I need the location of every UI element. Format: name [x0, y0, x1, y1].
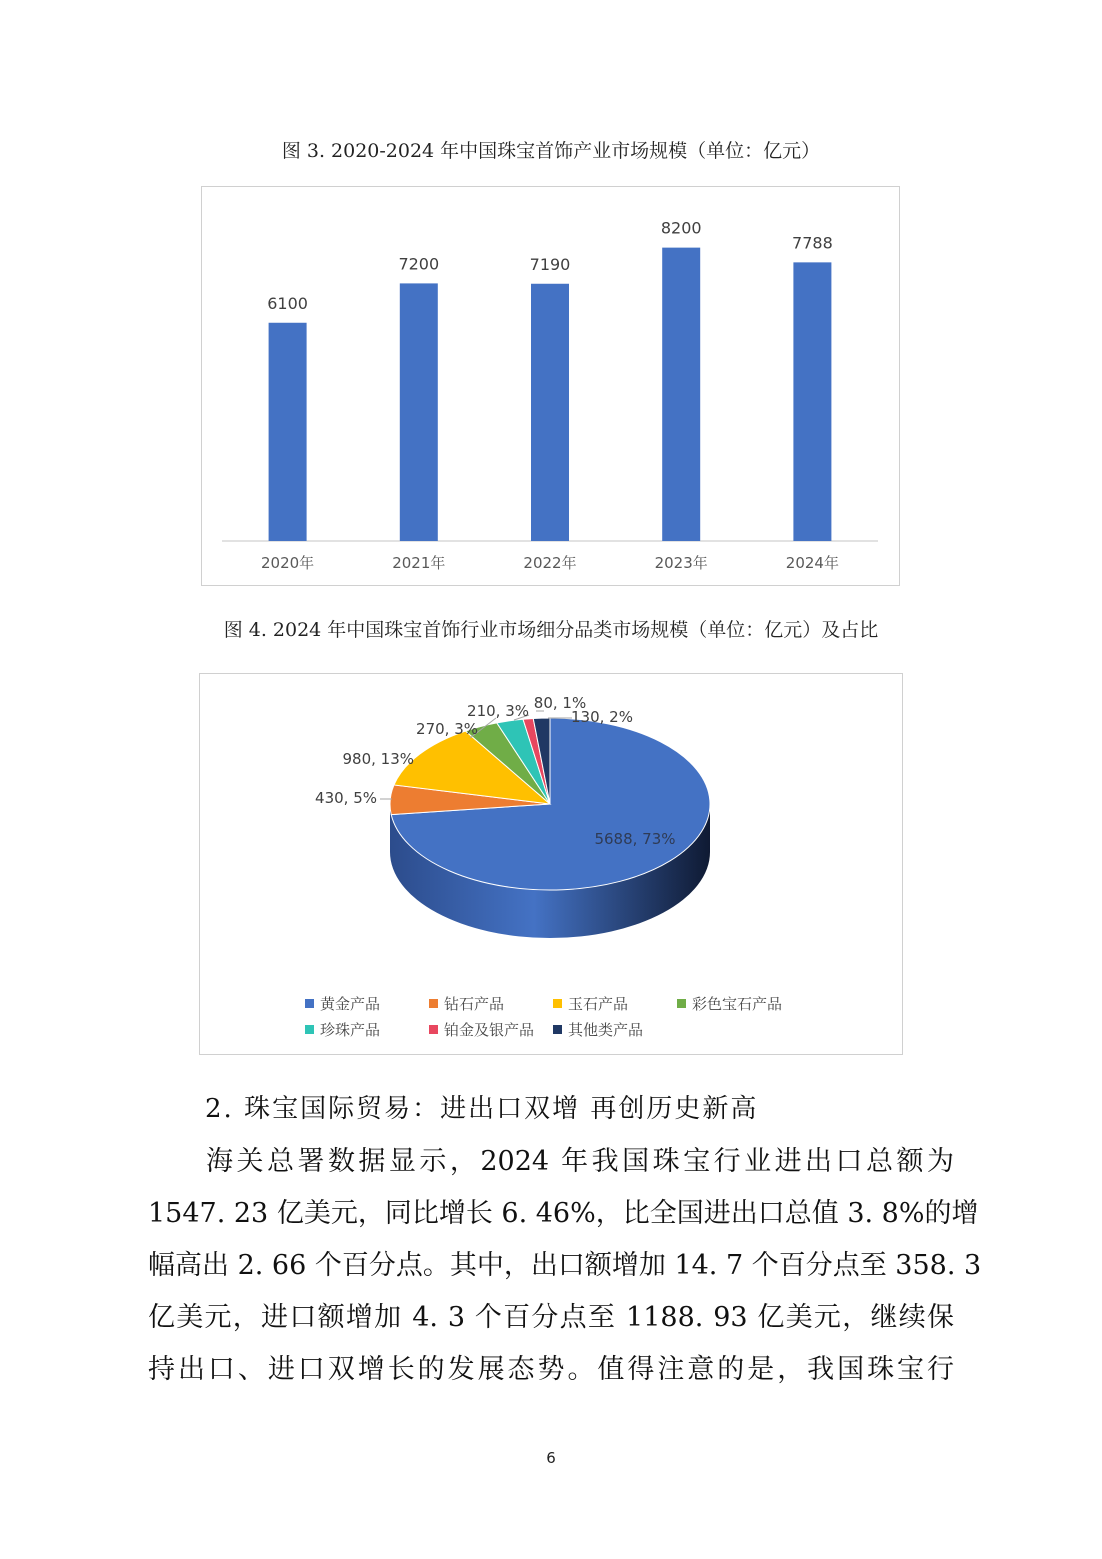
bar-data-label: 7788 [792, 233, 833, 253]
legend-swatch [429, 999, 438, 1008]
legend-item [553, 993, 677, 1014]
legend-item [305, 1019, 429, 1040]
legend-swatch [429, 1025, 438, 1034]
legend-item [677, 993, 801, 1014]
bar-chart [202, 187, 898, 584]
legend-swatch [553, 1025, 562, 1034]
paragraph-line: 海关总署数据显示，2024 年我国珠宝行业进出口总额为 [206, 1146, 954, 1177]
legend-item [553, 1019, 677, 1040]
legend-label: 黄金产品 [320, 994, 381, 1013]
figure-4-caption: 图 4. 2024 年中国珠宝首饰行业市场细分品类市场规模（单位：亿元）及占比 [223, 619, 879, 641]
bar [793, 262, 831, 541]
legend-item [305, 993, 429, 1014]
pie-legend [305, 990, 825, 1042]
legend-item [429, 1019, 553, 1040]
pie-chart [200, 674, 901, 974]
legend-swatch [677, 999, 686, 1008]
x-tick-label: 2024年 [785, 554, 839, 572]
legend-label: 钻石产品 [444, 994, 505, 1013]
pie-data-label: 130, 2% [571, 708, 633, 726]
x-tick-label: 2020年 [261, 554, 315, 572]
legend-swatch [305, 1025, 314, 1034]
bar [269, 323, 307, 541]
legend-swatch [305, 999, 314, 1008]
x-tick-label: 2022年 [523, 554, 577, 572]
legend-label: 彩色宝石产品 [692, 994, 783, 1013]
pie-data-label: 980, 13% [342, 750, 414, 768]
pie-data-label: 210, 3% [467, 702, 529, 720]
paragraph-line: 亿美元，进口额增加 4. 3 个百分点至 1188. 93 亿美元，继续保 [148, 1302, 954, 1333]
bar [662, 248, 700, 541]
bar-data-label: 7200 [398, 254, 440, 274]
legend-label: 其他类产品 [568, 1020, 644, 1039]
pie-data-label: 430, 5% [315, 789, 377, 807]
bar-chart-frame [201, 186, 900, 586]
bar-data-label: 7190 [529, 254, 571, 274]
bar-data-label: 8200 [660, 218, 702, 238]
paragraph-line: 1547. 23 亿美元，同比增长 6. 46%，比全国进出口总值 3. 8%的增 [148, 1198, 979, 1229]
pie-data-label: 5688, 73% [594, 830, 676, 848]
legend-item [429, 993, 553, 1014]
bar [531, 284, 569, 541]
pie-data-label: 270, 3% [416, 720, 478, 738]
paragraph-line: 持出口、进口双增长的发展态势。值得注意的是，我国珠宝行 [148, 1354, 954, 1385]
body-paragraph [148, 1136, 982, 1396]
pie-data-label: 80, 1% [533, 694, 587, 712]
x-tick-label: 2021年 [392, 554, 446, 572]
legend-label: 玉石产品 [568, 994, 629, 1013]
bar [400, 283, 438, 541]
legend-row [305, 990, 825, 1016]
legend-label: 珍珠产品 [320, 1020, 381, 1039]
page-number: 6 [546, 1449, 556, 1467]
legend-label: 铂金及银产品 [444, 1020, 535, 1039]
legend-row [305, 1016, 825, 1042]
bar-data-label: 6100 [267, 293, 308, 313]
section-heading: 2. 珠宝国际贸易：进出口双增 再创历史新高 [205, 1094, 759, 1124]
figure-3-caption: 图 3. 2020-2024 年中国珠宝首饰产业市场规模（单位：亿元） [281, 140, 821, 162]
x-tick-label: 2023年 [654, 554, 708, 572]
paragraph-line: 幅高出 2. 66 个百分点。其中，出口额增加 14. 7 个百分点至 358. 3 [148, 1250, 982, 1281]
legend-swatch [553, 999, 562, 1008]
